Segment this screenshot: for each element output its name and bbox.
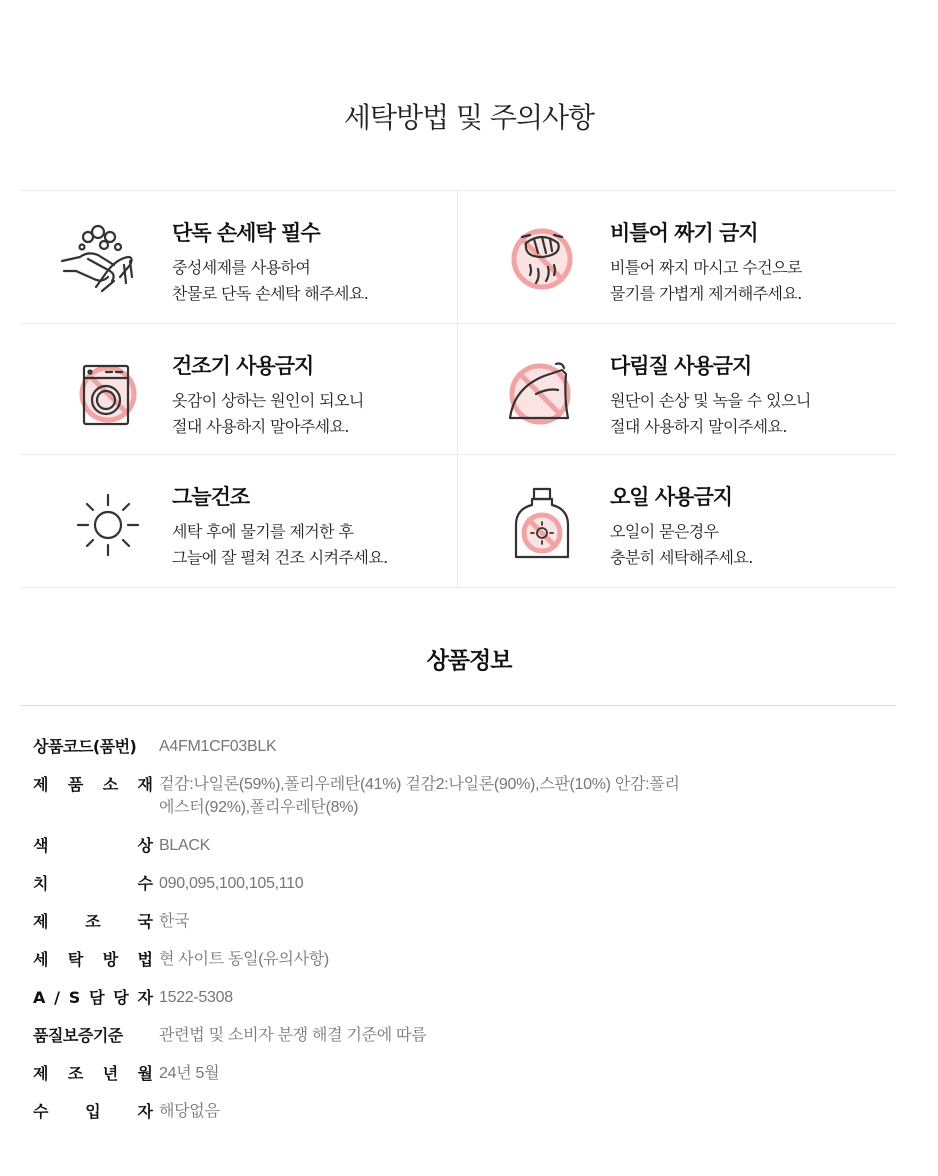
care-item-title: 건조기 사용금지 [172, 354, 314, 378]
care-item-title: 단독 손세탁 필수 [172, 221, 320, 245]
info-row-country [33, 910, 793, 933]
info-row-color [33, 834, 793, 857]
shade-dry-icon [58, 485, 150, 565]
care-item-desc: 찬물로 단독 손세탁 해주세요. [172, 284, 369, 303]
info-row-as-contact [33, 986, 793, 1009]
care-item-no-wring [458, 191, 895, 323]
care-item-desc: 옷감이 상하는 원인이 되오니 [172, 391, 364, 410]
care-item-no-dryer [20, 324, 457, 456]
info-row-manufacture-date [33, 1062, 793, 1085]
care-item-title: 다림질 사용금지 [610, 354, 752, 378]
care-item-desc: 절대 사용하지 말아주세요. [172, 417, 349, 436]
info-row-material [33, 773, 793, 819]
care-item-hand-wash [20, 191, 457, 323]
product-info-title: 상품정보 [426, 648, 512, 674]
info-value: 관련법 및 소비자 분쟁 해결 기준에 따름 [159, 1027, 427, 1044]
info-row-wash-method [33, 948, 793, 971]
care-item-desc: 세탁 후에 물기를 제거한 후 [172, 522, 354, 541]
info-value: 겉감:나일론(59%),폴리우레탄(41%) 겉감2:나일론(90%),스판(10%) 안감:폴리 에스터(92%),폴리우레탄(8%) [159, 776, 680, 816]
info-value: A4FM1CF03BLK [159, 738, 277, 755]
info-label: 수 입 자 [33, 1102, 153, 1121]
care-item-desc: 비틀어 짜지 마시고 수건으로 [610, 258, 802, 277]
info-label: A / S 담 당 자 [33, 988, 153, 1007]
info-value: 현 사이트 동일(유의사항) [159, 951, 329, 968]
care-item-title: 비틀어 짜기 금지 [610, 221, 758, 245]
info-value: 090,095,100,105,110 [159, 875, 304, 892]
info-row-size [33, 872, 793, 895]
info-label: 치 수 [33, 874, 153, 893]
no-iron-icon [496, 354, 588, 434]
care-item-desc: 절대 사용하지 말이주세요. [610, 417, 787, 436]
info-row-quality-standard [33, 1024, 793, 1047]
info-label: 제 품 소 재 [33, 775, 153, 794]
care-instructions-grid [20, 190, 896, 588]
info-label: 품질보증기준 [33, 1026, 123, 1045]
info-value: 해당없음 [159, 1103, 220, 1120]
care-item-title: 오일 사용금지 [610, 485, 733, 509]
info-label: 제 조 국 [33, 912, 153, 931]
info-value: 1522-5308 [159, 989, 233, 1006]
care-item-desc: 그늘에 잘 펼쳐 건조 시켜주세요. [172, 548, 388, 567]
care-item-desc: 원단이 손상 및 녹을 수 있으니 [610, 391, 811, 410]
care-item-title: 그늘건조 [172, 485, 250, 509]
no-wring-icon [496, 221, 588, 301]
info-label: 상품코드(품번) [33, 737, 137, 756]
no-dryer-icon [58, 354, 150, 434]
care-item-no-oil [458, 455, 895, 587]
care-item-shade-dry [20, 455, 457, 587]
care-item-desc: 충분히 세탁해주세요. [610, 548, 753, 567]
care-item-desc: 물기를 가볍게 제거해주세요. [610, 284, 802, 303]
product-info-table [33, 735, 793, 1138]
info-label: 제 조 년 월 [33, 1064, 153, 1083]
info-label: 색 상 [33, 836, 153, 855]
no-oil-icon [496, 485, 588, 565]
info-row-importer [33, 1100, 793, 1123]
info-value: 한국 [159, 913, 190, 930]
hand-wash-icon [58, 221, 150, 301]
info-value: 24년 5월 [159, 1065, 220, 1082]
care-section-title: 세탁방법 및 주의사항 [343, 101, 595, 134]
care-item-no-iron [458, 324, 895, 456]
info-row-product-code [33, 735, 793, 758]
care-item-desc: 오일이 묻은경우 [610, 522, 719, 541]
info-value: BLACK [159, 837, 210, 854]
info-label: 세 탁 방 법 [33, 950, 153, 969]
care-item-desc: 중성세제를 사용하여 [172, 258, 311, 277]
product-info-divider [20, 705, 896, 706]
